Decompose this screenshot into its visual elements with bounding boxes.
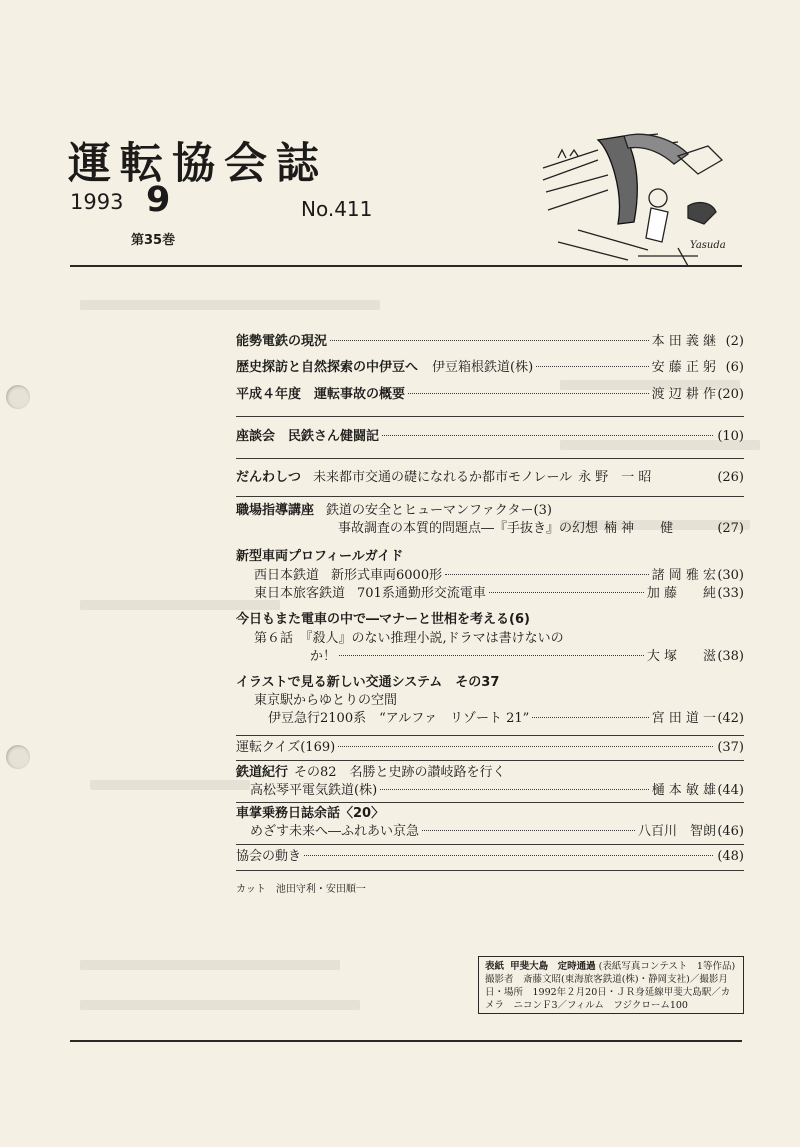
issue-number: No.411 [301,197,373,221]
toc-line: 鉄道の安全とヒューマンファクター(3) [326,503,552,518]
caption-title: 甲斐大島 定時通過 [510,961,596,972]
toc-author: 樋 本 敏 雄 [651,783,716,798]
toc-page: (37) [717,740,744,755]
toc-page: (30) [717,568,744,583]
toc-title: 平成４年度 運転事故の概要 [236,387,406,402]
toc-page: (26) [717,470,744,485]
toc-author: 大 塚 滋 [646,649,716,664]
toc-author: 加 藤 純 [646,586,716,601]
caption-note: (表紙写真コンテスト 1等作品) [598,961,736,972]
toc-title: 座談会 民鉄さん健闘記 [236,429,380,444]
toc-title: 職場指導講座 [236,503,315,518]
toc-page: (10) [717,429,744,444]
toc-page: (20) [717,387,744,402]
caption-label: 表紙 [485,961,505,972]
toc-line: 701系通勤形交流電車 [357,586,486,601]
toc-page: (44) [717,783,744,798]
toc-line: 事故調査の本質的問題点―『手抜き』の幻想 [338,521,599,536]
issue-year: 1993 [70,190,124,214]
toc-line: 東京駅からゆとりの空間 [254,693,398,708]
toc-author: 安 藤 正 躬 [651,360,716,375]
toc-line: か！ [310,649,337,664]
toc-title: 今日もまた電車の中で―マナーと世相を考える(6) [236,612,530,627]
toc-author: 渡 辺 耕 作 [651,387,716,402]
caption-line: 撮影者 斎藤文昭(東海旅客鉄道(株)・静岡支社)／撮影月 [485,974,728,985]
toc-title: 車掌乗務日誌余話〈20〉 [236,806,385,821]
cover-caption-box [478,956,744,1014]
toc-company: 西日本鉄道 [254,568,320,583]
caption-line: 日・場所 1992年２月20日・ＪＲ身延線甲斐大島駅／カ [485,987,731,998]
toc-title: 新型車両プロフィールガイド [236,549,404,564]
toc-page: (42) [717,711,744,726]
toc-page: (27) [717,521,744,536]
punch-hole-top [6,385,30,409]
toc-title: 能勢電鉄の現況 [236,334,328,349]
toc-page: (38) [717,649,744,664]
toc-author: 諸 岡 雅 宏 [651,568,716,583]
toc-line: 高松琴平電気鉄道(株) [250,783,378,798]
toc-author: 楠 神 健 [604,521,674,536]
magazine-title: 運転協会誌 [68,139,328,189]
toc-author: 宮 田 道 一 [651,711,716,726]
footer-rule [70,1040,742,1042]
toc-line: 新形式車両6000形 [331,568,443,583]
toc-title: 歴史探訪と自然探索の中伊豆へ [236,360,419,375]
volume-number: 第35巻 [131,233,176,248]
toc-organization: 伊豆箱根鉄道(株) [432,360,534,375]
toc-line: 伊豆急行2100系 “アルファ リゾート 21” [268,711,530,726]
caption-line: メラ ニコンＦ3／フィルム フジクローム100 [485,1000,688,1011]
caption-heading [485,960,737,973]
toc-page: (48) [717,849,744,864]
toc-page: (2) [725,334,744,349]
toc-subtitle: その82 名勝と史跡の讃岐路を行く [294,765,506,780]
toc-subtitle: 未来都市交通の礎になれるか都市モノレール [313,470,573,485]
toc-title: 協会の動き [236,849,302,864]
toc-title: イラストで見る新しい交通システム その37 [236,675,500,690]
toc-page: (6) [725,360,744,375]
toc-page: (33) [717,586,744,601]
toc-title: 運転クイズ(169) [236,740,336,755]
issue-month: 9 [146,180,171,220]
punch-hole-bottom [6,745,30,769]
toc-company: 東日本旅客鉄道 [254,586,346,601]
dot-leader [304,855,713,856]
toc-title: 鉄道紀行 [236,765,289,780]
cut-credit: カット 池田守利・安田順一 [236,884,366,895]
toc-title: だんわしつ [236,470,302,485]
toc-line: 第６話 『殺人』のない推理小説,ドラマは書けないの [254,631,564,646]
toc-row-kyokai[interactable] [236,848,744,866]
toc-separator [236,870,744,871]
toc-line: めざす未来へ―ふれあい京急 [250,824,420,839]
toc-author: 八百川 智朗 [637,824,716,839]
illustrator-signature: Yasuda [690,240,726,251]
toc-page: (46) [717,824,744,839]
toc-author: 永 野 一 昭 [578,470,652,485]
toc-author: 本 田 義 継 [651,334,716,349]
